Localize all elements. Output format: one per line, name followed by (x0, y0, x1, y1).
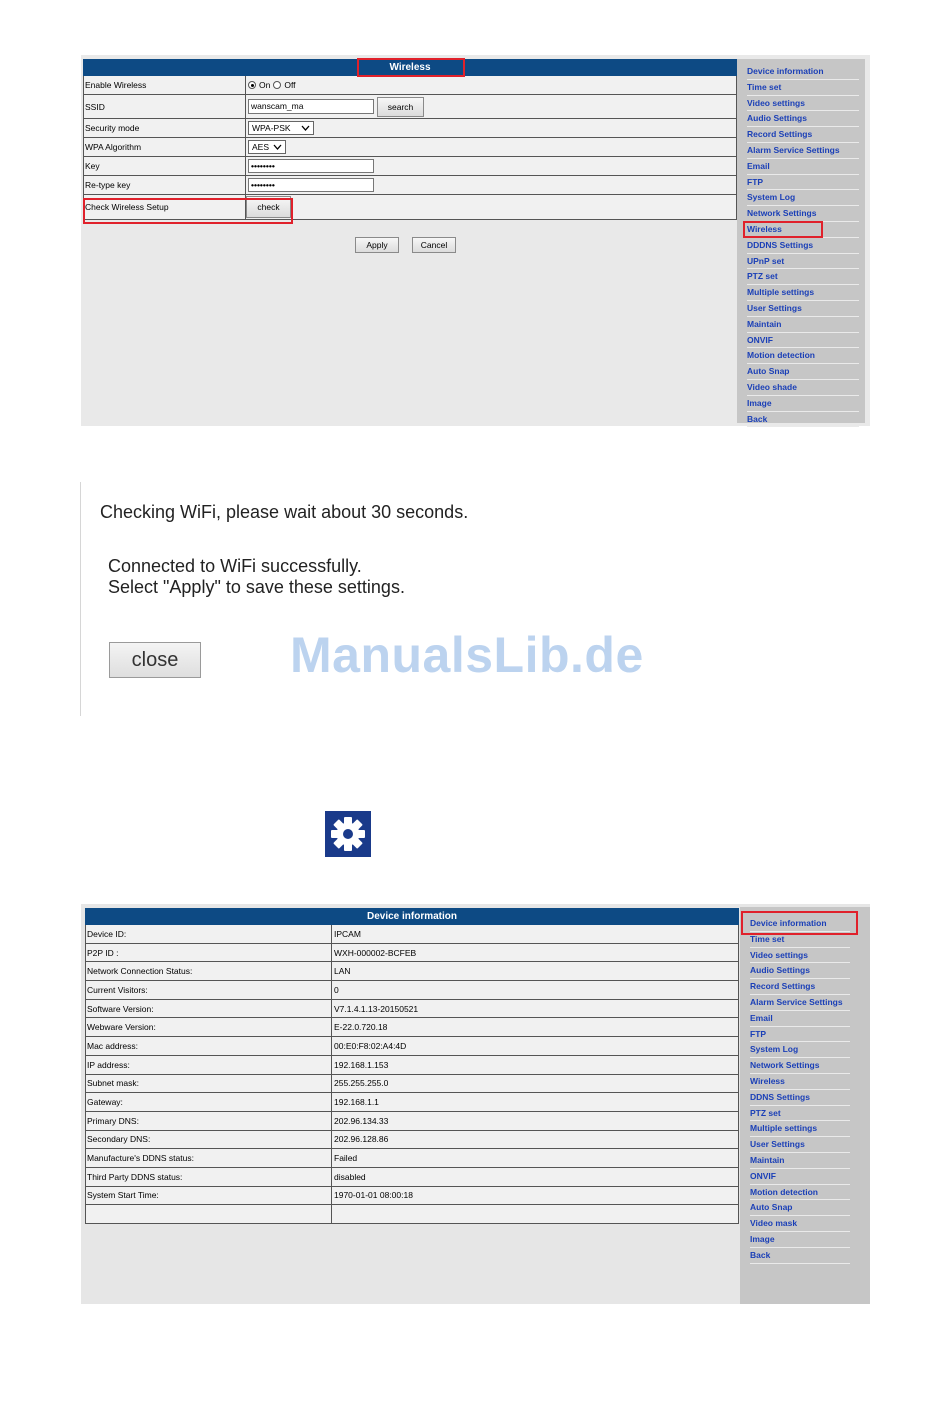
row-value: WXH-000002-BCFEB (334, 947, 417, 958)
radio-off[interactable] (273, 81, 281, 89)
sidebar-item-user-settings[interactable]: User Settings (750, 1137, 850, 1153)
sidebar-item-user-settings[interactable]: User Settings (747, 301, 859, 317)
wireless-header (83, 59, 737, 76)
table-row (85, 1112, 739, 1131)
row-value: disabled (334, 1171, 366, 1182)
checking-message: Checking WiFi, please wait about 30 seconds. (100, 502, 469, 522)
sidebar-item-maintain[interactable]: Maintain (747, 317, 859, 333)
row-ssid (83, 95, 737, 119)
sidebar-item-alarm-service-settings[interactable]: Alarm Service Settings (747, 143, 859, 159)
sidebar-item-time-set[interactable]: Time set (750, 932, 850, 948)
sidebar-item-motion-detection[interactable]: Motion detection (750, 1185, 850, 1201)
device-info-rows (85, 925, 739, 1224)
sidebar-item-video-settings[interactable]: Video settings (750, 948, 850, 964)
sidebar-item-email[interactable]: Email (750, 1011, 850, 1027)
sidebar-item-record-settings[interactable]: Record Settings (747, 127, 859, 143)
row-label: System Start Time: (86, 1187, 332, 1205)
sidebar-item-multiple-settings[interactable]: Multiple settings (747, 285, 859, 301)
sidebar-item-device-information[interactable]: Device information (747, 64, 859, 80)
table-row (85, 1000, 739, 1019)
row-label: Enable Wireless (84, 76, 246, 94)
apply-button[interactable]: Apply (355, 237, 399, 253)
sidebar-item-video-shade[interactable]: Video shade (747, 380, 859, 396)
sidebar-item-onvif[interactable]: ONVIF (750, 1169, 850, 1185)
table-row (85, 1018, 739, 1037)
sidebar-item-email[interactable]: Email (747, 159, 859, 175)
result-message (108, 556, 405, 598)
table-row (85, 1187, 739, 1206)
result-line-1: Connected to WiFi successfully. (108, 556, 362, 576)
row-label: Subnet mask: (86, 1075, 332, 1093)
wireless-header-title: Wireless (389, 62, 431, 73)
sidebar-item-video-settings[interactable]: Video settings (747, 96, 859, 112)
sidebar-item-back[interactable]: Back (750, 1248, 850, 1264)
row-value: Failed (334, 1153, 358, 1164)
row-value: V7.1.4.1.13-20150521 (334, 1003, 419, 1014)
chevron-down-icon (273, 144, 282, 150)
sidebar-item-time-set[interactable]: Time set (747, 80, 859, 96)
row-label: Network Connection Status: (86, 962, 332, 980)
row-value: 202.96.134.33 (334, 1115, 389, 1126)
settings-sidebar (740, 907, 870, 1304)
table-row (85, 925, 739, 944)
row-value: E-22.0.720.18 (334, 1022, 388, 1033)
table-row (85, 944, 739, 963)
device-info-header (85, 908, 739, 925)
gear-glyph (329, 815, 367, 853)
row-value: 255.255.255.0 (334, 1078, 389, 1089)
sidebar-item-image[interactable]: Image (747, 396, 859, 412)
row-label: P2P ID : (86, 944, 332, 962)
row-value: 1970-01-01 08:00:18 (334, 1190, 413, 1201)
settings-sidebar (737, 59, 865, 423)
sidebar-item-device-information[interactable]: Device information (750, 916, 850, 932)
row-value (332, 1205, 738, 1223)
ssid-input[interactable]: wanscam_ma (248, 99, 374, 114)
row-label: Current Visitors: (86, 981, 332, 999)
row-label: Key (84, 157, 246, 175)
table-row (85, 1131, 739, 1150)
sidebar-highlight-box (743, 221, 823, 238)
table-row (85, 1205, 739, 1224)
sidebar-item-auto-snap[interactable]: Auto Snap (750, 1200, 850, 1216)
row-label: WPA Algorithm (84, 138, 246, 156)
row-label (86, 1205, 332, 1223)
check-button[interactable]: check (246, 196, 291, 218)
retype-key-input[interactable]: •••••••• (248, 178, 374, 192)
table-row (85, 1037, 739, 1056)
row-label: Security mode (84, 119, 246, 137)
row-value: 192.168.1.153 (334, 1059, 389, 1070)
row-label: Device ID: (86, 925, 332, 943)
wireless-form (83, 59, 737, 250)
sidebar-item-network-settings[interactable]: Network Settings (747, 206, 859, 222)
sidebar-item-video-mask[interactable]: Video mask (750, 1216, 850, 1232)
row-value: 0 (334, 984, 339, 995)
row-value: 192.168.1.1 (334, 1097, 379, 1108)
row-value: LAN (334, 966, 351, 977)
watermark: ManualsLib.de (290, 627, 644, 683)
row-label: Re-type key (84, 176, 246, 194)
sidebar-item-dddns-settings[interactable]: DDDNS Settings (747, 238, 859, 254)
sidebar-item-audio-settings[interactable]: Audio Settings (750, 963, 850, 979)
security-mode-value: WPA-PSK (252, 123, 291, 133)
check-highlight-box (83, 198, 293, 224)
device-information-screenshot (81, 904, 870, 1304)
sidebar-item-ftp[interactable]: FTP (750, 1027, 850, 1043)
sidebar-item-alarm-service-settings[interactable]: Alarm Service Settings (750, 995, 850, 1011)
row-label: IP address: (86, 1056, 332, 1074)
row-label: Third Party DDNS status: (86, 1168, 332, 1186)
row-value: 00:E0:F8:02:A4:4D (334, 1040, 407, 1051)
radio-on-label: On (259, 80, 271, 90)
table-row (85, 1168, 739, 1187)
sidebar-item-ptz-set[interactable]: PTZ set (747, 269, 859, 285)
row-label: SSID (84, 95, 246, 118)
row-retype-key (83, 176, 737, 195)
sidebar-item-maintain[interactable]: Maintain (750, 1153, 850, 1169)
row-security-mode (83, 119, 737, 138)
result-line-2: Select "Apply" to save these settings. (108, 577, 405, 597)
row-value: IPCAM (334, 928, 361, 939)
wpa-algorithm-value: AES (252, 142, 270, 152)
row-label: Software Version: (86, 1000, 332, 1018)
row-enable-wireless (83, 76, 737, 95)
table-row (85, 1093, 739, 1112)
sidebar-item-wireless[interactable]: Wireless (747, 222, 859, 238)
table-row (85, 962, 739, 981)
table-row (85, 1149, 739, 1168)
sidebar-item-multiple-settings[interactable]: Multiple settings (750, 1121, 850, 1137)
radio-on[interactable] (248, 81, 256, 89)
gear-icon (325, 811, 371, 857)
table-row (85, 1075, 739, 1094)
row-label: Primary DNS: (86, 1112, 332, 1130)
row-label: Check Wireless Setup (84, 195, 246, 219)
security-mode-select[interactable] (248, 121, 314, 135)
sidebar-item-motion-detection[interactable]: Motion detection (747, 348, 859, 364)
sidebar-item-ptz-set[interactable]: PTZ set (750, 1106, 850, 1122)
row-wpa-algorithm (83, 138, 737, 157)
table-row (85, 981, 739, 1000)
sidebar-item-ddns-settings[interactable]: DDNS Settings (750, 1090, 850, 1106)
sidebar-item-ftp[interactable]: FTP (747, 175, 859, 191)
device-info-table (85, 908, 739, 1224)
row-label: Webware Version: (86, 1018, 332, 1036)
row-label: Secondary DNS: (86, 1131, 332, 1149)
sidebar-item-auto-snap[interactable]: Auto Snap (747, 364, 859, 380)
header-highlight-box (357, 58, 465, 77)
sidebar-item-network-settings[interactable]: Network Settings (750, 1058, 850, 1074)
search-button[interactable]: search (377, 97, 424, 117)
sidebar-item-back[interactable]: Back (747, 412, 859, 428)
wireless-settings-screenshot (81, 55, 870, 426)
key-input[interactable]: •••••••• (248, 159, 374, 173)
radio-off-label: Off (284, 80, 296, 90)
sidebar-item-audio-settings[interactable]: Audio Settings (747, 111, 859, 127)
close-button[interactable]: close (109, 642, 201, 678)
chevron-down-icon (301, 125, 310, 131)
wpa-algorithm-select[interactable] (248, 140, 286, 154)
sidebar-item-system-log[interactable]: System Log (747, 190, 859, 206)
sidebar-item-image[interactable]: Image (750, 1232, 850, 1248)
sidebar-item-upnp-set[interactable]: UPnP set (747, 254, 859, 270)
sidebar-item-system-log[interactable]: System Log (750, 1042, 850, 1058)
row-key (83, 157, 737, 176)
sidebar-item-wireless[interactable]: Wireless (750, 1074, 850, 1090)
sidebar-item-record-settings[interactable]: Record Settings (750, 979, 850, 995)
cancel-button[interactable]: Cancel (412, 237, 456, 253)
row-label: Gateway: (86, 1093, 332, 1111)
row-value: 202.96.128.86 (334, 1134, 389, 1145)
device-info-header-title: Device information (366, 911, 458, 922)
row-label: Mac address: (86, 1037, 332, 1055)
sidebar-item-onvif[interactable]: ONVIF (747, 333, 859, 349)
table-row (85, 1056, 739, 1075)
row-label: Manufacture's DDNS status: (86, 1149, 332, 1167)
